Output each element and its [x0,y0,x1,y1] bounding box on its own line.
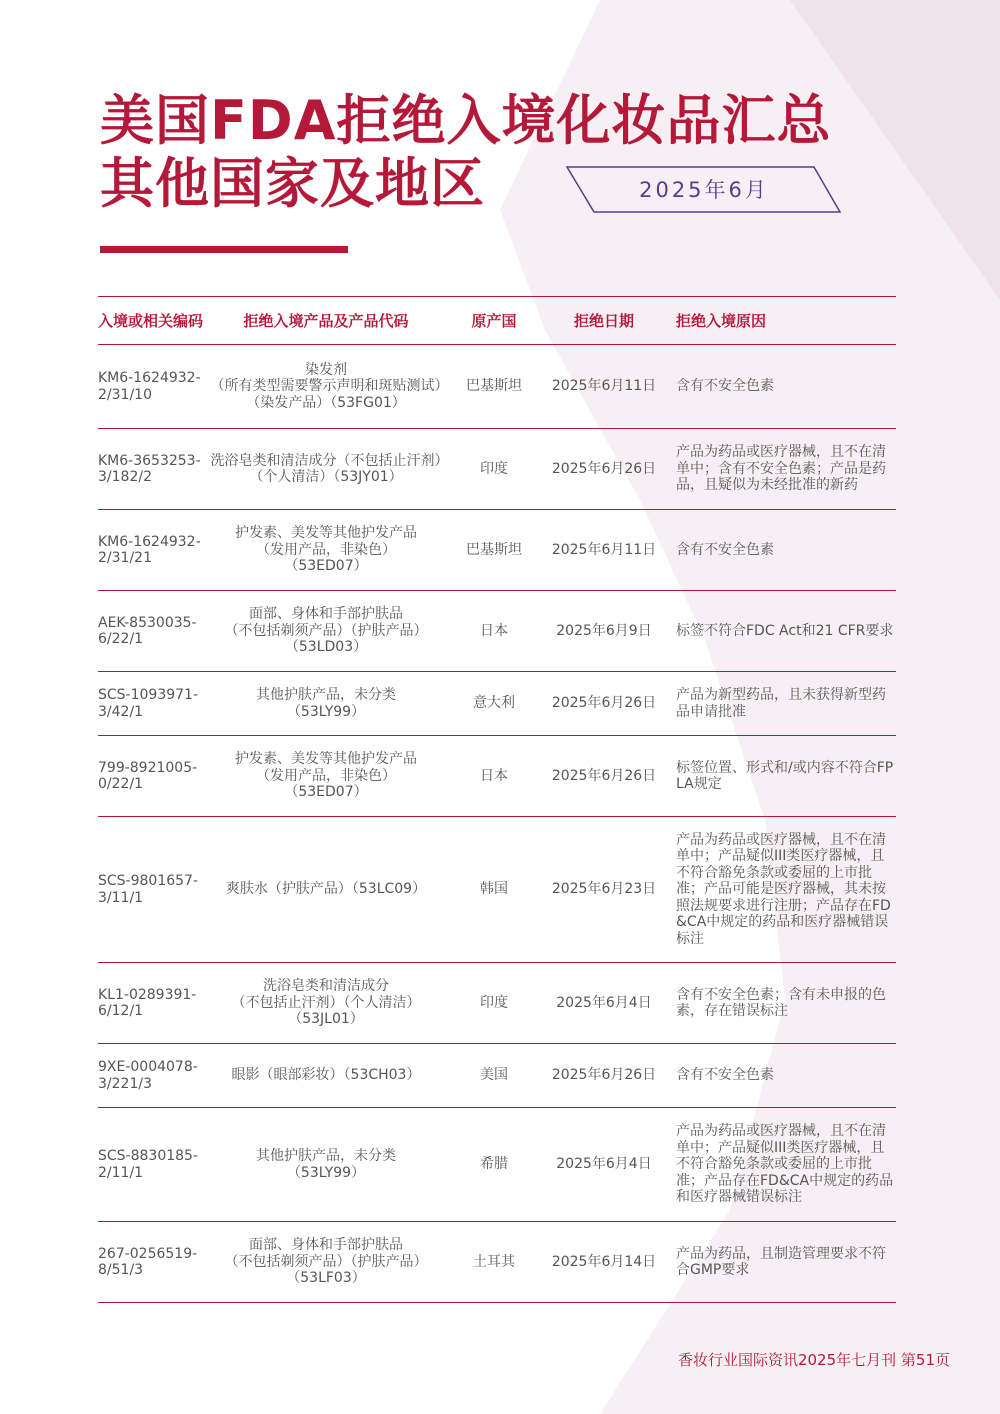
table-row [98,1108,896,1222]
row-country [446,429,542,510]
row-date-line: 2025年6月26日 [551,1067,657,1084]
table-row [98,429,896,510]
row-reason [666,817,896,963]
row-country-line: 印度 [480,994,508,1011]
row-product-line: （所有类型需要警示声明和斑贴测试）（染发产品）（53FG01） [210,378,442,411]
row-product-line: （不包括剃须产品）（护肤产品） [224,622,428,639]
rejection-table [98,296,896,1303]
row-product [206,1044,446,1108]
row-reason-line: 标签不符合FDC Act和21 CFR要求 [676,622,894,639]
row-reason [666,736,896,817]
row-country-line: 日本 [480,767,508,784]
row-reason [666,1108,896,1222]
table-row [98,345,896,429]
row-product [206,1222,446,1303]
row-product [206,429,446,510]
row-product-line: 护发素、美发等其他护发产品 [235,751,417,768]
row-code [98,736,206,817]
row-product-line: （53ED07） [284,558,368,575]
row-reason-line: 产品为药品或医疗器械，且不在清单中；产品疑似III类医疗器械，且不符合豁免条款或委屈的上市批准；产品可能是医疗器械，其未按照法规要求进行注册；产品存在FD&CA中规定的药品和医疗器械错误标注 [676,831,891,947]
row-country [446,817,542,963]
row-product [206,510,446,591]
table-row [98,736,896,817]
row-country-line: 巴基斯坦 [466,541,522,558]
row-country [446,1044,542,1108]
row-reason-line: 产品为药品或医疗器械，且不在清单中；含有不安全色素；产品是药品，且疑似为未经批准的新药 [676,444,886,494]
row-reason-line: 含有不安全色素 [676,378,774,395]
header-code: 入境或相关编码 [98,297,206,345]
row-product [206,1108,446,1222]
row-product-line: 爽肤水（护肤产品）（53LC09） [225,881,427,898]
row-reason-line: 产品为药品或医疗器械，且不在清单中；产品疑似III类医疗器械，且不符合豁免条款或委屈的上市批准；产品存在FD&CA中规定的药品和医疗器械错误标注 [676,1123,894,1206]
row-date [542,963,666,1044]
header-reason: 拒绝入境原因 [666,297,896,345]
row-product-line: （不包括剃须产品）（护肤产品） [224,1253,428,1270]
row-reason [666,591,896,672]
row-country-line: 希腊 [480,1156,508,1173]
row-product-line: （53LD03） [284,639,368,656]
row-reason [666,510,896,591]
row-code-line: 9XE-0004078-3/221/3 [98,1059,198,1092]
row-date-line: 2025年6月26日 [551,460,657,477]
row-date [542,736,666,817]
row-country-line: 土耳其 [473,1253,515,1270]
row-code [98,1222,206,1303]
table-row [98,510,896,591]
table-row [98,1222,896,1303]
row-reason [666,429,896,510]
row-country [446,672,542,736]
row-code [98,1044,206,1108]
row-country-line: 韩国 [480,881,508,898]
row-date [542,591,666,672]
row-product-line: 其他护肤产品，未分类 [256,1148,396,1164]
row-product [206,736,446,817]
row-product [206,345,446,429]
row-reason-line: 产品为新型药品，且未获得新型药品申请批准 [676,687,886,720]
row-date [542,429,666,510]
row-product [206,672,446,736]
row-date [542,510,666,591]
row-reason-line: 含有不安全色素；含有未申报的色素，存在错误标注 [676,986,886,1019]
row-code-line: KL1-0289391-6/12/1 [98,986,197,1019]
row-product-line: 护发素、美发等其他护发产品 [235,525,417,542]
row-country-line: 日本 [480,622,508,639]
row-reason [666,1044,896,1108]
row-reason [666,963,896,1044]
row-date [542,1044,666,1108]
row-code-line: KM6-1624932-2/31/10 [98,370,201,403]
page-subtitle: 其他国家及地区 [100,152,485,215]
row-date-line: 2025年6月9日 [556,622,652,639]
row-product-line: 面部、身体和手部护肤品 [249,606,403,623]
row-reason-line: 含有不安全色素 [676,1067,774,1084]
row-product-line: （53LY99） [286,1164,366,1181]
row-code-line: 267-0256519-8/51/3 [98,1245,198,1278]
row-date [542,345,666,429]
table-row [98,1044,896,1108]
row-country-line: 意大利 [473,695,515,712]
row-country [446,345,542,429]
row-reason [666,672,896,736]
row-product-line: （53ED07） [284,784,368,801]
row-product [206,817,446,963]
row-date [542,817,666,963]
title-underline [100,246,348,253]
row-reason-line: 产品为药品，且制造管理要求不符合GMP要求 [676,1245,886,1278]
row-reason [666,345,896,429]
page-title: 美国FDA拒绝入境化妆品汇总 [100,89,832,152]
header-product: 拒绝入境产品及产品代码 [206,297,446,345]
row-product-line: 染发剂 [305,361,347,378]
row-code [98,429,206,510]
row-product [206,963,446,1044]
row-code-line: AEK-8530035-6/22/1 [98,614,197,647]
date-badge [566,166,842,214]
row-country-line: 印度 [480,460,508,477]
row-code [98,817,206,963]
row-code [98,1108,206,1222]
header-country: 原产国 [446,297,542,345]
table-header-row [98,297,896,345]
row-code-line: SCS-8830185-2/11/1 [98,1148,199,1181]
row-product-line: （53JL01） [288,1011,364,1028]
row-country [446,1222,542,1303]
row-code [98,963,206,1044]
row-product-line: 洗浴皂类和清洁成分 [263,978,389,995]
row-product-line: 面部、身体和手部护肤品 [249,1237,403,1254]
row-date [542,1108,666,1222]
row-date-line: 2025年6月11日 [551,541,657,558]
header-date: 拒绝日期 [542,297,666,345]
table-row [98,963,896,1044]
row-code-line: SCS-1093971-3/42/1 [98,687,199,720]
row-date [542,672,666,736]
row-date-line: 2025年6月4日 [556,1156,652,1173]
row-code-line: SCS-9801657-3/11/1 [98,873,199,906]
row-date [542,1222,666,1303]
row-date-line: 2025年6月23日 [551,881,657,898]
row-date-line: 2025年6月4日 [556,994,652,1011]
row-product-line: 其他护肤产品，未分类 [256,687,396,703]
row-country [446,591,542,672]
row-product-line: （发用产品，非染色） [256,767,396,784]
row-country [446,1108,542,1222]
row-reason-line: 标签位置、形式和/或内容不符合FPLA规定 [676,759,894,792]
row-code-line: KM6-1624932-2/31/21 [98,533,201,566]
table-row [98,817,896,963]
row-product-line: 眼影（眼部彩妆）（53CH03） [231,1067,421,1084]
row-product-line: （53LF03） [286,1270,366,1287]
row-code [98,345,206,429]
row-country [446,736,542,817]
row-code-line: 799-8921005-0/22/1 [98,759,198,792]
row-country-line: 巴基斯坦 [466,378,522,395]
row-code [98,591,206,672]
row-date-line: 2025年6月14日 [551,1253,657,1270]
row-product-line: （不包括止汗剂）（个人清洁） [231,994,421,1011]
row-product-line: （53LY99） [286,703,366,720]
row-date-line: 2025年6月11日 [551,378,657,395]
row-country [446,963,542,1044]
table-row [98,591,896,672]
row-country-line: 美国 [480,1067,508,1084]
row-code-line: KM6-3653253-3/182/2 [98,452,201,485]
date-badge-text: 2025年6月 [639,178,769,202]
row-product-line: （发用产品，非染色） [256,541,396,558]
row-product [206,591,446,672]
row-country [446,510,542,591]
row-reason [666,1222,896,1303]
row-code [98,510,206,591]
row-code [98,672,206,736]
row-product-line: 洗浴皂类和清洁成分（不包括止汗剂）（个人清洁）（53JY01） [210,452,442,485]
table-row [98,672,896,736]
table-body [98,345,896,1303]
row-date-line: 2025年6月26日 [551,695,657,712]
row-reason-line: 含有不安全色素 [676,541,774,558]
page-footer: 香妆行业国际资讯2025年七月刊 第51页 [677,1351,950,1369]
row-date-line: 2025年6月26日 [551,767,657,784]
